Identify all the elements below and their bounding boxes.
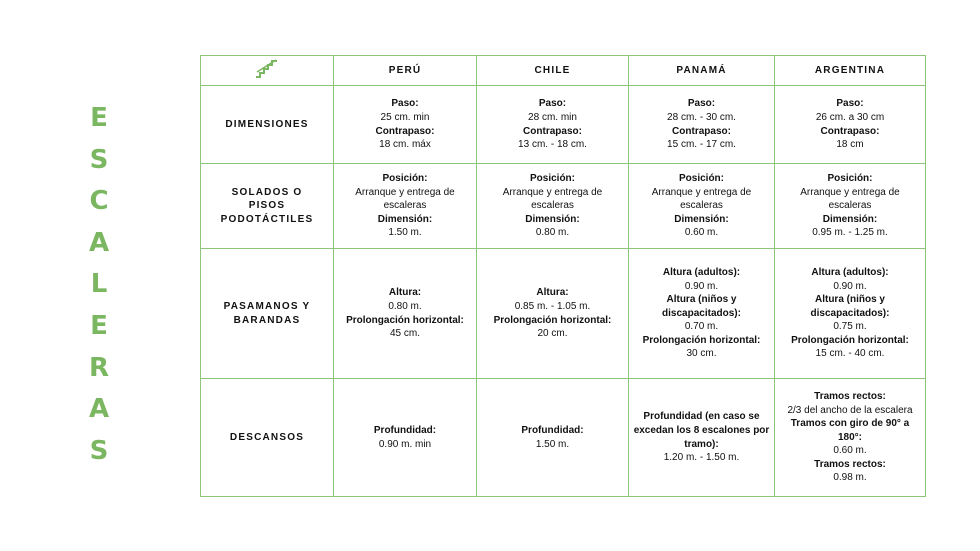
cell-panama xyxy=(629,249,775,379)
cell-field-value: 20 cm. xyxy=(537,328,568,340)
cell-peru xyxy=(334,379,477,497)
cell-field-value: 18 cm xyxy=(836,139,864,151)
row-label-line: PASAMANOS Y xyxy=(223,300,311,312)
cell-field-label: discapacitados): xyxy=(662,307,741,319)
side-title xyxy=(84,98,114,472)
cell-field-value: 1.50 m. xyxy=(535,438,570,450)
cell-peru xyxy=(334,164,477,249)
column-header-chile: CHILE xyxy=(477,56,629,86)
side-title-letter: S xyxy=(89,435,109,466)
cell-field-label: Altura (adultos): xyxy=(811,266,889,278)
row-label xyxy=(201,379,334,497)
cell-chile xyxy=(477,164,629,249)
cell-field-value: 18 cm. máx xyxy=(379,139,431,151)
cell-field-label: Dimensión: xyxy=(377,213,433,225)
row-descansos xyxy=(201,379,926,497)
cell-chile xyxy=(477,86,629,164)
cell-field-value: Arranque y entrega de xyxy=(502,186,603,198)
cell-field-value: Arranque y entrega de xyxy=(651,186,752,198)
row-label-line: SOLADOS O xyxy=(231,186,303,198)
cell-field-value: 0.60 m. xyxy=(833,445,867,457)
cell-field-label: Tramos con giro de 90° a xyxy=(790,418,910,430)
cell-field-value: 0.90 m. xyxy=(684,280,719,292)
cell-field-label: Tramos rectos: xyxy=(814,390,886,402)
cell-field-value: escaleras xyxy=(531,200,574,212)
side-title-letter: C xyxy=(89,186,109,217)
cell-field-value: escaleras xyxy=(680,200,723,212)
cell-peru xyxy=(334,249,477,379)
cell-field-label: Altura (niños y xyxy=(814,294,885,306)
cell-field-label: Dimensión: xyxy=(822,213,878,225)
column-header-panama: PANAMÁ xyxy=(629,56,775,86)
cell-field-value: 0.98 m. xyxy=(833,472,867,484)
cell-field-label: Altura: xyxy=(388,287,422,299)
cell-field-label: Paso: xyxy=(391,98,419,110)
cell-field-value: 0.85 m. - 1.05 m. xyxy=(514,300,591,312)
cell-field-label: Altura: xyxy=(536,287,569,299)
header-row xyxy=(201,56,926,86)
row-label xyxy=(201,86,334,164)
cell-field-label: Paso: xyxy=(687,98,716,110)
cell-argentina xyxy=(775,164,926,249)
cell-field-label: Profundidad (en caso se xyxy=(643,411,760,423)
cell-panama xyxy=(629,379,775,497)
cell-field-value: 0.95 m. - 1.25 m. xyxy=(812,227,888,239)
cell-field-value: 13 cm. - 18 cm. xyxy=(518,139,587,151)
column-header-argentina: ARGENTINA xyxy=(775,56,926,86)
cell-field-label: tramo): xyxy=(684,438,719,450)
cell-field-value: 0.75 m. xyxy=(833,321,867,333)
side-title-letter: E xyxy=(90,310,108,341)
cell-field-label: Paso: xyxy=(836,98,864,110)
cell-field-label: Altura (niños y xyxy=(666,294,737,306)
cell-field-label: Prolongación horizontal: xyxy=(791,334,909,346)
cell-field-label: Paso: xyxy=(538,98,567,110)
cell-field-value: 0.70 m. xyxy=(684,321,719,333)
cell-field-value: Arranque y entrega de xyxy=(355,186,455,198)
cell-field-label: Profundidad: xyxy=(521,424,584,436)
cell-chile xyxy=(477,249,629,379)
cell-field-value: 0.80 m. xyxy=(535,227,570,239)
cell-field-value: 45 cm. xyxy=(389,328,420,340)
column-header-peru: PERÚ xyxy=(334,56,477,86)
cell-field-value: 1.50 m. xyxy=(388,227,422,239)
cell-field-value: 26 cm. a 30 cm xyxy=(815,111,885,123)
cell-field-value: 15 cm. - 40 cm. xyxy=(815,348,885,360)
cell-field-label: Dimensión: xyxy=(525,213,580,225)
row-pasamanos xyxy=(201,249,926,379)
row-dimensiones xyxy=(201,86,926,164)
side-title-letter: R xyxy=(88,352,110,383)
cell-field-label: discapacitados): xyxy=(810,307,890,319)
side-title-letter: A xyxy=(88,394,110,425)
row-label-line: PISOS xyxy=(248,200,286,212)
cell-field-value: 2/3 del ancho de la escalera xyxy=(787,404,913,416)
cell-field-label: 180°: xyxy=(837,431,862,443)
cell-field-value: 28 cm. - 30 cm. xyxy=(667,111,736,123)
cell-field-value: 15 cm. - 17 cm. xyxy=(667,139,736,151)
cell-field-label: excedan los 8 escalones por xyxy=(633,424,770,436)
side-title-letter: S xyxy=(89,144,109,175)
cell-field-label: Posición: xyxy=(827,173,873,185)
cell-field-value: 0.80 m. xyxy=(388,300,422,312)
cell-field-label: Contrapaso: xyxy=(672,125,731,137)
cell-field-label: Tramos rectos: xyxy=(814,458,886,470)
cell-field-value: 0.90 m. xyxy=(833,280,867,292)
cell-chile xyxy=(477,379,629,497)
header-icon-cell xyxy=(201,56,334,86)
cell-panama xyxy=(629,86,775,164)
row-label-line: PODOTÁCTILES xyxy=(220,213,314,225)
cell-field-value: escaleras xyxy=(383,200,427,212)
cell-field-label: Contrapaso: xyxy=(820,125,880,137)
cell-field-label: Contrapaso: xyxy=(523,125,582,137)
cell-field-label: Altura (adultos): xyxy=(662,266,741,278)
row-solados xyxy=(201,164,926,249)
row-label xyxy=(201,249,334,379)
row-label xyxy=(201,164,334,249)
side-title-letter: A xyxy=(88,227,110,258)
cell-field-value: 25 cm. min xyxy=(380,111,430,123)
cell-panama xyxy=(629,164,775,249)
row-label-line: BARANDAS xyxy=(233,314,301,326)
cell-field-label: Prolongación horizontal: xyxy=(346,314,464,326)
cell-argentina xyxy=(775,86,926,164)
cell-field-value: 30 cm. xyxy=(686,348,717,360)
side-title-letter: L xyxy=(90,269,108,300)
cell-field-label: Posición: xyxy=(529,173,575,185)
cell-peru xyxy=(334,86,477,164)
cell-field-label: Prolongación horizontal: xyxy=(642,334,761,346)
cell-field-value: escaleras xyxy=(828,200,872,212)
cell-field-label: Prolongación horizontal: xyxy=(493,314,612,326)
side-title-letter: E xyxy=(90,103,108,133)
cell-field-label: Profundidad: xyxy=(373,424,437,436)
cell-field-label: Posición: xyxy=(382,173,428,185)
cell-field-value: 28 cm. min xyxy=(528,111,577,123)
cell-argentina xyxy=(775,249,926,379)
cell-argentina xyxy=(775,379,926,497)
comparison-table xyxy=(200,55,926,497)
cell-field-value: 0.60 m. xyxy=(684,227,719,239)
cell-field-label: Posición: xyxy=(678,173,724,185)
row-label-line: DESCANSOS xyxy=(229,431,305,443)
cell-field-value: Arranque y entrega de xyxy=(800,186,900,198)
cell-field-value: 0.90 m. min xyxy=(378,438,432,450)
cell-field-label: Dimensión: xyxy=(674,213,729,225)
cell-field-label: Contrapaso: xyxy=(375,125,435,137)
stairs-icon xyxy=(254,57,280,79)
cell-field-value: 1.20 m. - 1.50 m. xyxy=(663,452,740,464)
row-label-line: DIMENSIONES xyxy=(225,118,309,130)
